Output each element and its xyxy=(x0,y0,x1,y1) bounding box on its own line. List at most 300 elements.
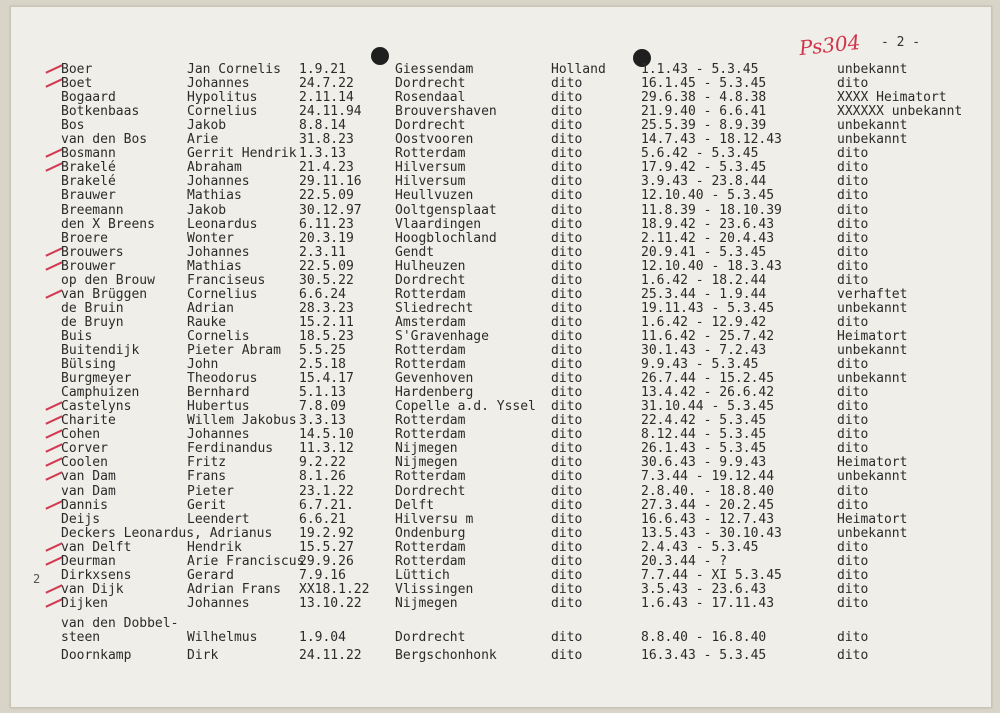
first-name-cell: Abraham xyxy=(187,160,242,176)
country-cell: dito xyxy=(551,399,583,415)
margin-note: 2 xyxy=(33,572,41,586)
period-cell: 27.3.44 - 20.2.45 xyxy=(641,497,775,513)
red-check-mark xyxy=(45,247,62,256)
surname-cell: de Bruin xyxy=(61,300,124,316)
status-cell: unbekannt xyxy=(837,469,908,485)
first-name-cell: Leendert xyxy=(187,511,250,527)
first-name-cell: Gerit xyxy=(187,497,227,513)
surname-cell: van Dam xyxy=(61,469,116,485)
birthplace-cell: Rotterdam xyxy=(395,553,466,569)
first-name-cell: Hubertus xyxy=(187,399,250,415)
red-check-mark xyxy=(45,556,62,565)
first-name-cell: Johannes xyxy=(187,244,250,260)
birth-date-cell: 20.3.19 xyxy=(299,230,354,246)
birth-date-cell: 28.3.23 xyxy=(299,300,354,316)
punch-hole xyxy=(371,47,389,65)
red-check-mark xyxy=(45,149,62,158)
status-cell: dito xyxy=(837,160,869,176)
first-name-cell: Pieter xyxy=(187,483,234,499)
surname-cell: Coolen xyxy=(61,455,108,471)
country-cell: dito xyxy=(551,230,583,246)
red-stamp: Ps304 xyxy=(797,29,862,61)
birthplace-cell: Nijmegen xyxy=(395,441,458,457)
surname-cell: van Dijk xyxy=(61,581,124,597)
country-cell: dito xyxy=(551,118,583,134)
birthplace-cell: Hilversum xyxy=(395,160,466,176)
status-cell: dito xyxy=(837,581,869,597)
red-check-mark xyxy=(45,542,62,551)
page-number: - 2 - xyxy=(881,35,921,50)
birth-date-cell: 15.4.17 xyxy=(299,371,354,387)
period-cell: 31.10.44 - 5.3.45 xyxy=(641,399,775,415)
country-cell: dito xyxy=(551,146,583,162)
surname-cell: steen xyxy=(61,630,101,645)
first-name-cell: Johannes xyxy=(187,174,250,190)
status-cell: dito xyxy=(837,202,869,218)
birth-date-cell: 8.8.14 xyxy=(299,118,346,134)
status-cell: dito xyxy=(837,258,869,274)
country-cell: dito xyxy=(551,272,583,288)
birth-date-cell: 2.5.18 xyxy=(299,357,346,373)
first-name-cell: Hendrik xyxy=(187,539,242,555)
surname-cell: Bosmann xyxy=(61,146,116,162)
status-cell: Heimatort xyxy=(837,455,908,471)
period-cell: 7.3.44 - 19.12.44 xyxy=(641,469,775,485)
country-cell: dito xyxy=(551,90,583,106)
birthplace-cell: Ondenburg xyxy=(395,525,466,541)
period-cell: 13.4.42 - 26.6.42 xyxy=(641,385,775,401)
status-cell: unbekannt xyxy=(837,343,908,358)
country-cell: dito xyxy=(551,497,583,513)
birth-date-cell: 18.5.23 xyxy=(299,328,354,344)
status-cell: Heimatort xyxy=(837,511,908,527)
surname-cell: op den Brouw xyxy=(61,272,155,288)
birthplace-cell: Amsterdam xyxy=(395,314,466,330)
birthplace-cell: Rotterdam xyxy=(395,286,466,302)
first-name-cell: Cornelis xyxy=(187,328,250,344)
status-cell: dito xyxy=(837,230,869,246)
birth-date-cell: 1.3.13 xyxy=(299,146,346,162)
status-cell: unbekannt xyxy=(837,371,908,387)
period-cell: 2.11.42 - 20.4.43 xyxy=(641,230,775,246)
surname-cell: van Delft xyxy=(61,539,132,555)
status-cell: dito xyxy=(837,216,869,232)
birth-date-cell: 30.12.97 xyxy=(299,202,362,218)
status-cell: dito xyxy=(837,357,869,373)
surname-cell: Dannis xyxy=(61,497,108,513)
surname-cell: Camphuizen xyxy=(61,385,140,401)
document-page xyxy=(10,6,992,708)
country-cell: dito xyxy=(551,314,583,330)
surname-cell: van Brüggen xyxy=(61,286,148,302)
surname-cell: Brakelé xyxy=(61,174,116,190)
birth-date-cell: 23.1.22 xyxy=(299,483,354,499)
period-cell: 5.6.42 - 5.3.45 xyxy=(641,146,759,162)
red-check-mark xyxy=(45,430,62,439)
country-cell: dito xyxy=(551,525,583,541)
status-cell: dito xyxy=(837,630,869,645)
birthplace-cell: Heullvuzen xyxy=(395,188,474,204)
surname-cell: den X Breens xyxy=(61,216,155,232)
country-cell: dito xyxy=(551,469,583,485)
birthplace-cell: Dordrecht xyxy=(395,76,466,92)
period-cell: 1.1.43 - 5.3.45 xyxy=(641,62,759,77)
period-cell: 13.5.43 - 30.10.43 xyxy=(641,525,782,541)
period-cell: 16.3.43 - 5.3.45 xyxy=(641,648,767,664)
birth-date-cell: 2.11.14 xyxy=(299,90,354,106)
country-cell: dito xyxy=(551,76,583,92)
status-cell: dito xyxy=(837,441,869,457)
period-cell: 1.6.43 - 17.11.43 xyxy=(641,595,775,611)
surname-cell: Boet xyxy=(61,76,93,92)
period-cell: 18.9.42 - 23.6.43 xyxy=(641,216,775,232)
red-check-mark xyxy=(45,64,62,73)
first-name-cell: Hypolitus xyxy=(187,90,258,106)
birth-date-cell: 14.5.10 xyxy=(299,427,354,443)
birthplace-cell: Rotterdam xyxy=(395,427,466,443)
status-cell: dito xyxy=(837,174,869,190)
first-name-cell: Mathias xyxy=(187,188,242,204)
country-cell: dito xyxy=(551,202,583,218)
birth-date-cell: 22.5.09 xyxy=(299,188,354,204)
birthplace-cell: Copelle a.d. Yssel xyxy=(395,399,536,415)
status-cell: unbekannt xyxy=(837,300,908,316)
surname-cell: Castelyns xyxy=(61,399,132,415)
birthplace-cell: Dordrecht xyxy=(395,483,466,499)
period-cell: 14.7.43 - 18.12.43 xyxy=(641,132,782,148)
country-cell: dito xyxy=(551,160,583,176)
surname-cell: Brouwers xyxy=(61,244,124,260)
country-cell: dito xyxy=(551,300,583,316)
birth-date-cell: 13.10.22 xyxy=(299,595,362,611)
status-cell: Heimatort xyxy=(837,328,908,344)
country-cell: dito xyxy=(551,648,583,664)
birth-date-cell: 24.7.22 xyxy=(299,76,354,92)
period-cell: 17.9.42 - 5.3.45 xyxy=(641,160,767,176)
status-cell: unbekannt xyxy=(837,62,908,77)
period-cell: 20.3.44 - ? xyxy=(641,553,728,569)
period-cell: 7.7.44 - XI 5.3.45 xyxy=(641,567,782,583)
red-check-mark xyxy=(45,401,62,410)
birth-date-cell: 15.5.27 xyxy=(299,539,354,555)
country-cell: dito xyxy=(551,371,583,387)
birth-date-cell: 5.5.25 xyxy=(299,343,346,358)
period-cell: 8.8.40 - 16.8.40 xyxy=(641,630,767,645)
surname-cell: Buis xyxy=(61,328,93,344)
period-cell: 3.5.43 - 23.6.43 xyxy=(641,581,767,597)
first-name-cell: Arie xyxy=(187,132,219,148)
surname-cell: Breemann xyxy=(61,202,124,218)
birthplace-cell: Gendt xyxy=(395,244,435,260)
first-name-cell: Johannes xyxy=(187,595,250,611)
country-cell: dito xyxy=(551,581,583,597)
period-cell: 30.6.43 - 9.9.43 xyxy=(641,455,767,471)
birth-date-cell: 15.2.11 xyxy=(299,314,354,330)
status-cell: dito xyxy=(837,413,869,429)
country-cell: dito xyxy=(551,244,583,260)
status-cell: unbekannt xyxy=(837,118,908,134)
birthplace-cell: Dordrecht xyxy=(395,118,466,134)
country-cell: dito xyxy=(551,385,583,401)
period-cell: 20.9.41 - 5.3.45 xyxy=(641,244,767,260)
period-cell: 9.9.43 - 5.3.45 xyxy=(641,357,759,373)
status-cell: XXXXXX unbekannt xyxy=(837,104,963,120)
birthplace-cell: Rotterdam xyxy=(395,343,466,358)
country-cell: dito xyxy=(551,286,583,302)
country-cell: dito xyxy=(551,455,583,471)
status-cell: dito xyxy=(837,595,869,611)
birth-date-cell: 6.6.21 xyxy=(299,511,346,527)
first-name-cell: John xyxy=(187,357,219,373)
birthplace-cell: Rotterdam xyxy=(395,357,466,373)
country-cell: dito xyxy=(551,630,583,645)
surname-cell: Boer xyxy=(61,62,93,77)
first-name-cell: Theodorus xyxy=(187,371,258,387)
country-cell: Holland xyxy=(551,62,606,77)
birthplace-cell: Hulheuzen xyxy=(395,258,466,274)
country-cell: dito xyxy=(551,188,583,204)
first-name-cell: Franciseus xyxy=(187,272,266,288)
surname-cell: Bos xyxy=(61,118,85,134)
surname-cell: van den Dobbel- xyxy=(61,615,179,631)
birth-date-cell: 2.3.11 xyxy=(299,244,346,260)
surname-cell: Dirkxsens xyxy=(61,567,132,583)
period-cell: 25.3.44 - 1.9.44 xyxy=(641,286,767,302)
red-check-mark xyxy=(45,163,62,172)
birthplace-cell: Dordrecht xyxy=(395,272,466,288)
birthplace-cell: Dordrecht xyxy=(395,630,466,645)
status-cell: dito xyxy=(837,399,869,415)
surname-cell: de Bruyn xyxy=(61,314,124,330)
first-name-cell: Cornelius xyxy=(187,286,258,302)
first-name-cell: Gerrit Hendrik xyxy=(187,146,297,162)
status-cell: dito xyxy=(837,76,869,92)
birthplace-cell: Lüttich xyxy=(395,567,450,583)
period-cell: 30.1.43 - 7.2.43 xyxy=(641,343,767,358)
surname-cell: Brauwer xyxy=(61,188,116,204)
status-cell: dito xyxy=(837,497,869,513)
surname-cell: Bülsing xyxy=(61,357,116,373)
surname-cell: Buitendijk xyxy=(61,343,140,358)
country-cell: dito xyxy=(551,595,583,611)
birth-date-cell: 6.11.23 xyxy=(299,216,354,232)
birth-date-cell: 7.9.16 xyxy=(299,567,346,583)
surname-cell: Broere xyxy=(61,230,108,246)
birth-date-cell: 6.7.21. xyxy=(299,497,354,513)
birth-date-cell: 5.1.13 xyxy=(299,385,346,401)
country-cell: dito xyxy=(551,539,583,555)
period-cell: 1.6.42 - 12.9.42 xyxy=(641,314,767,330)
surname-cell: Charite xyxy=(61,413,116,429)
birth-date-cell: 29.11.16 xyxy=(299,174,362,190)
red-check-mark xyxy=(45,584,62,593)
birthplace-cell: Rotterdam xyxy=(395,146,466,162)
birthplace-cell: Vlaardingen xyxy=(395,216,482,232)
first-name-cell: Dirk xyxy=(187,648,219,664)
country-cell: dito xyxy=(551,258,583,274)
birth-date-cell: 31.8.23 xyxy=(299,132,354,148)
first-name-cell: Adrian xyxy=(187,300,234,316)
country-cell: dito xyxy=(551,553,583,569)
country-cell: dito xyxy=(551,132,583,148)
first-name-cell: Arie Franciscus xyxy=(187,553,305,569)
period-cell: 8.12.44 - 5.3.45 xyxy=(641,427,767,443)
birthplace-cell: Rotterdam xyxy=(395,413,466,429)
birthplace-cell: Bergschonhonk xyxy=(395,648,497,664)
period-cell: 25.5.39 - 8.9.39 xyxy=(641,118,767,134)
birth-date-cell: XX18.1.22 xyxy=(299,581,370,597)
birth-date-cell: 6.6.24 xyxy=(299,286,346,302)
country-cell: dito xyxy=(551,483,583,499)
birthplace-cell: Hilversu m xyxy=(395,511,474,527)
birth-date-cell: 9.2.22 xyxy=(299,455,346,471)
country-cell: dito xyxy=(551,567,583,583)
birth-date-cell: 29.9.26 xyxy=(299,553,354,569)
first-name-cell: Pieter Abram xyxy=(187,343,281,358)
birth-date-cell: 24.11.94 xyxy=(299,104,362,120)
birth-date-cell: 7.8.09 xyxy=(299,399,346,415)
country-cell: dito xyxy=(551,427,583,443)
first-name-cell: Willem Jakobus xyxy=(187,413,297,429)
birthplace-cell: Ooltgensplaat xyxy=(395,202,497,218)
first-name-cell: Ferdinandus xyxy=(187,441,274,457)
period-cell: 2.8.40. - 18.8.40 xyxy=(641,483,775,499)
red-check-mark xyxy=(45,261,62,270)
birthplace-cell: Nijmegen xyxy=(395,455,458,471)
birthplace-cell: Brouvershaven xyxy=(395,104,497,120)
birth-date-cell: 22.5.09 xyxy=(299,258,354,274)
period-cell: 1.6.42 - 18.2.44 xyxy=(641,272,767,288)
status-cell: dito xyxy=(837,553,869,569)
first-name-cell: Gerard xyxy=(187,567,234,583)
period-cell: 12.10.40 - 5.3.45 xyxy=(641,188,775,204)
birthplace-cell: Rotterdam xyxy=(395,469,466,485)
surname-cell: Botkenbaas xyxy=(61,104,140,120)
first-name-cell: Leonardus xyxy=(187,216,258,232)
first-name-cell: Wonter xyxy=(187,230,234,246)
surname-cell: Deijs xyxy=(61,511,101,527)
first-name-cell: Fritz xyxy=(187,455,227,471)
surname-cell: Dijken xyxy=(61,595,108,611)
birthplace-cell: Oostvooren xyxy=(395,132,474,148)
birthplace-cell: Rosendaal xyxy=(395,90,466,106)
period-cell: 19.11.43 - 5.3.45 xyxy=(641,300,775,316)
first-name-cell: Jakob xyxy=(187,202,227,218)
period-cell: 3.9.43 - 23.8.44 xyxy=(641,174,767,190)
surname-cell: Cohen xyxy=(61,427,101,443)
status-cell: dito xyxy=(837,188,869,204)
birthplace-cell: Hilversum xyxy=(395,174,466,190)
period-cell: 16.1.45 - 5.3.45 xyxy=(641,76,767,92)
status-cell: dito xyxy=(837,539,869,555)
status-cell: dito xyxy=(837,648,869,664)
red-check-mark xyxy=(45,416,62,425)
country-cell: dito xyxy=(551,343,583,358)
surname-cell: Doornkamp xyxy=(61,648,132,664)
birthplace-cell: Rotterdam xyxy=(395,539,466,555)
status-cell: dito xyxy=(837,483,869,499)
status-cell: XXXX Heimatort xyxy=(837,90,947,106)
period-cell: 26.1.43 - 5.3.45 xyxy=(641,441,767,457)
surname-cell: van Dam xyxy=(61,483,116,499)
birthplace-cell: Delft xyxy=(395,497,435,513)
surname-cell: Deurman xyxy=(61,553,116,569)
surname-cell: Burgmeyer xyxy=(61,371,132,387)
first-name-cell: Johannes xyxy=(187,427,250,443)
birthplace-cell: Sliedrecht xyxy=(395,300,474,316)
country-cell: dito xyxy=(551,104,583,120)
period-cell: 12.10.40 - 18.3.43 xyxy=(641,258,782,274)
birthplace-cell: Gevenhoven xyxy=(395,371,474,387)
country-cell: dito xyxy=(551,357,583,373)
period-cell: 16.6.43 - 12.7.43 xyxy=(641,511,775,527)
country-cell: dito xyxy=(551,511,583,527)
country-cell: dito xyxy=(551,174,583,190)
surname-cell: Corver xyxy=(61,441,108,457)
period-cell: 11.6.42 - 25.7.42 xyxy=(641,328,775,344)
status-cell: dito xyxy=(837,385,869,401)
red-check-mark xyxy=(45,472,62,481)
red-check-mark xyxy=(45,289,62,298)
status-cell: unbekannt xyxy=(837,132,908,148)
surname-cell: van den Bos xyxy=(61,132,148,148)
birth-date-cell: 11.3.12 xyxy=(299,441,354,457)
status-cell: dito xyxy=(837,272,869,288)
surname-cell: Bogaard xyxy=(61,90,116,106)
birthplace-cell: Vlissingen xyxy=(395,581,474,597)
first-name-cell: Wilhelmus xyxy=(187,630,258,645)
status-cell: dito xyxy=(837,244,869,260)
birth-date-cell: 24.11.22 xyxy=(299,648,362,664)
red-check-mark xyxy=(45,598,62,607)
birthplace-cell: S'Gravenhage xyxy=(395,328,489,344)
status-cell: dito xyxy=(837,567,869,583)
red-check-mark xyxy=(45,444,62,453)
first-name-cell: Cornelius xyxy=(187,104,258,120)
birth-date-cell: 8.1.26 xyxy=(299,469,346,485)
birthplace-cell: Hardenberg xyxy=(395,385,474,401)
surname-cell: Brouwer xyxy=(61,258,116,274)
surname-cell: Brakelé xyxy=(61,160,116,176)
birth-date-cell: 30.5.22 xyxy=(299,272,354,288)
period-cell: 11.8.39 - 18.10.39 xyxy=(641,202,782,218)
status-cell: dito xyxy=(837,427,869,443)
red-check-mark xyxy=(45,458,62,467)
period-cell: 29.6.38 - 4.8.38 xyxy=(641,90,767,106)
birth-date-cell: 21.4.23 xyxy=(299,160,354,176)
first-name-cell: Rauke xyxy=(187,314,227,330)
country-cell: dito xyxy=(551,216,583,232)
first-name-cell: Frans xyxy=(187,469,227,485)
first-name-cell: Jakob xyxy=(187,118,227,134)
birthplace-cell: Nijmegen xyxy=(395,595,458,611)
first-name-cell: Mathias xyxy=(187,258,242,274)
birthplace-cell: Giessendam xyxy=(395,62,474,77)
birth-date-cell: 1.9.04 xyxy=(299,630,346,645)
status-cell: verhaftet xyxy=(837,286,908,302)
period-cell: 26.7.44 - 15.2.45 xyxy=(641,371,775,387)
surname-cell: Deckers Leonardus, Adrianus xyxy=(61,525,273,541)
first-name-cell: Johannes xyxy=(187,76,250,92)
red-check-mark xyxy=(45,500,62,509)
birth-date-cell: 3.3.13 xyxy=(299,413,346,429)
country-cell: dito xyxy=(551,328,583,344)
status-cell: unbekannt xyxy=(837,525,908,541)
period-cell: 22.4.42 - 5.3.45 xyxy=(641,413,767,429)
period-cell: 21.9.40 - 6.6.41 xyxy=(641,104,767,120)
first-name-cell: Jan Cornelis xyxy=(187,62,281,77)
country-cell: dito xyxy=(551,413,583,429)
